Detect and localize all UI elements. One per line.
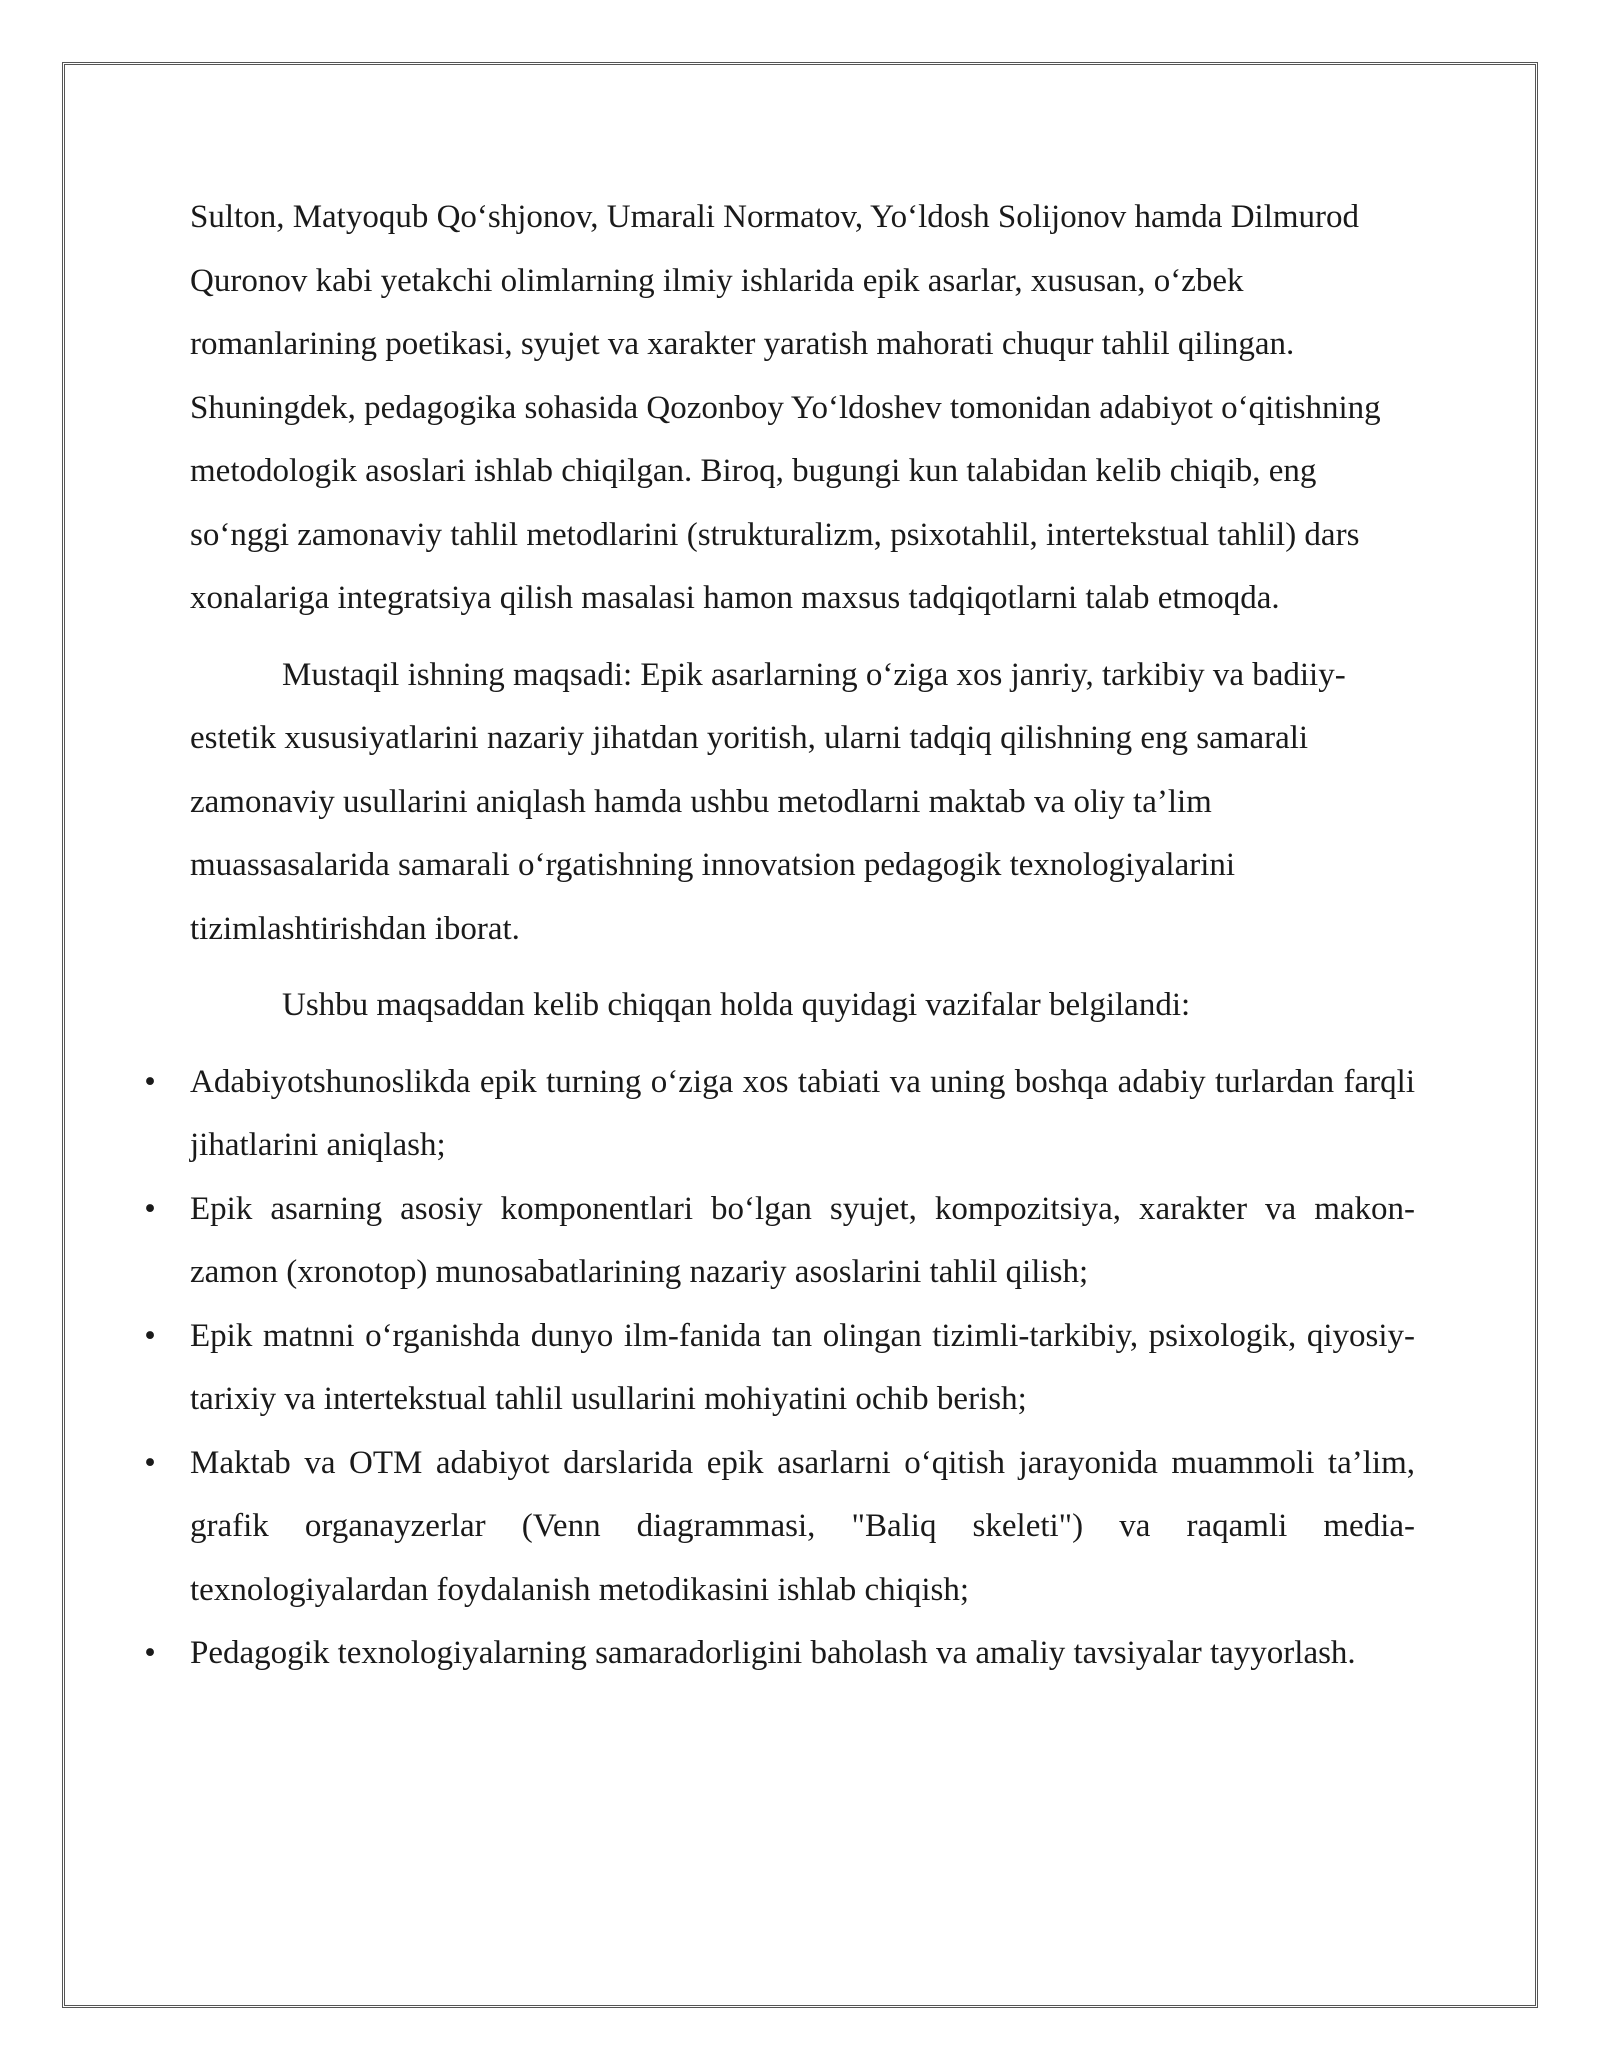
list-item-text: Epik asarning asosiy komponentlari bo‘lgan syujet, kompozitsiya, xarakter va makon-zamon (xronotop) munosabatlarining nazariy asoslarini tahlil qilish; bbox=[190, 1190, 1415, 1290]
paragraph-literature-review: Sulton, Matyoqub Qo‘shjonov, Umarali Normatov, Yo‘ldosh Solijonov hamda Dilmurod Quronov kabi yetakchi olimlarning ilmiy ishlarida epik asarlar, xususan, o‘zbek romanlarining poetikasi, syujet va xarakter yaratish mahorati chuqur tahlil qilingan. Shuningdek, pedagogika sohasida Qozonboy Yo‘ldoshev tomonidan adabiyot o‘qitishning metodologik asoslari ishlab chiqilgan. Biroq, bugungi kun talabidan kelib chiqib, eng so‘nggi zamonaviy tahlil metodlarini (strukturalizm, psixotahlil, intertekstual tahlil) dars xonalariga integratsiya qilish masalasi hamon maxsus tadqiqotlarni talab etmoqda. bbox=[190, 199, 1381, 616]
list-item bbox=[144, 1622, 1415, 1686]
document-body bbox=[144, 186, 1415, 1686]
list-item bbox=[144, 1051, 1415, 1178]
list-item bbox=[144, 1432, 1415, 1623]
bullet-icon: • bbox=[144, 1190, 156, 1227]
bullet-icon: • bbox=[144, 1317, 156, 1354]
list-item-text: Maktab va OTM adabiyot darslarida epik asarlarni o‘qitish jarayonida muammoli ta’lim, grafik organayzerlar (Venn diagrammasi, "Baliq skeleti") va raqamli media-texnologiyalardan foydalanish metodikasini ishlab chiqish; bbox=[190, 1444, 1415, 1608]
list-item bbox=[144, 1178, 1415, 1305]
list-item-text: Epik matnni o‘rganishda dunyo ilm-fanida tan olingan tizimli-tarkibiy, psixologik, qiyosiy-tarixiy va intertekstual tahlil usullarini mohiyatini ochib berish; bbox=[190, 1317, 1415, 1417]
bullet-icon: • bbox=[144, 1063, 156, 1100]
bullet-icon: • bbox=[144, 1635, 156, 1671]
tasks-list bbox=[144, 1051, 1415, 1686]
list-item bbox=[144, 1305, 1415, 1432]
paragraph-research-goal: Mustaqil ishning maqsadi: Epik asarlarning o‘ziga xos janriy, tarkibiy va badiiy-estetik xususiyatlarini nazariy jihatdan yoritish, ularni tadqiq qilishning eng samarali zamonaviy usullarini aniqlash hamda ushbu metodlarni maktab va oliy ta’lim muassasalarida samarali o‘rgatishning innovatsion pedagogik texnologiyalarini tizimlashtirishdan iborat. bbox=[190, 656, 1346, 947]
paragraph-tasks-intro: Ushbu maqsaddan kelib chiqqan holda quyidagi vazifalar belgilandi: bbox=[282, 987, 1191, 1023]
list-item-text: Pedagogik texnologiyalarning samaradorligini baholash va amaliy tavsiyalar tayyorlash. bbox=[190, 1635, 1356, 1671]
bullet-icon: • bbox=[144, 1444, 156, 1481]
list-item-text: Adabiyotshunoslikda epik turning o‘ziga xos tabiati va uning boshqa adabiy turlardan farqli jihatlarini aniqlash; bbox=[190, 1063, 1415, 1163]
